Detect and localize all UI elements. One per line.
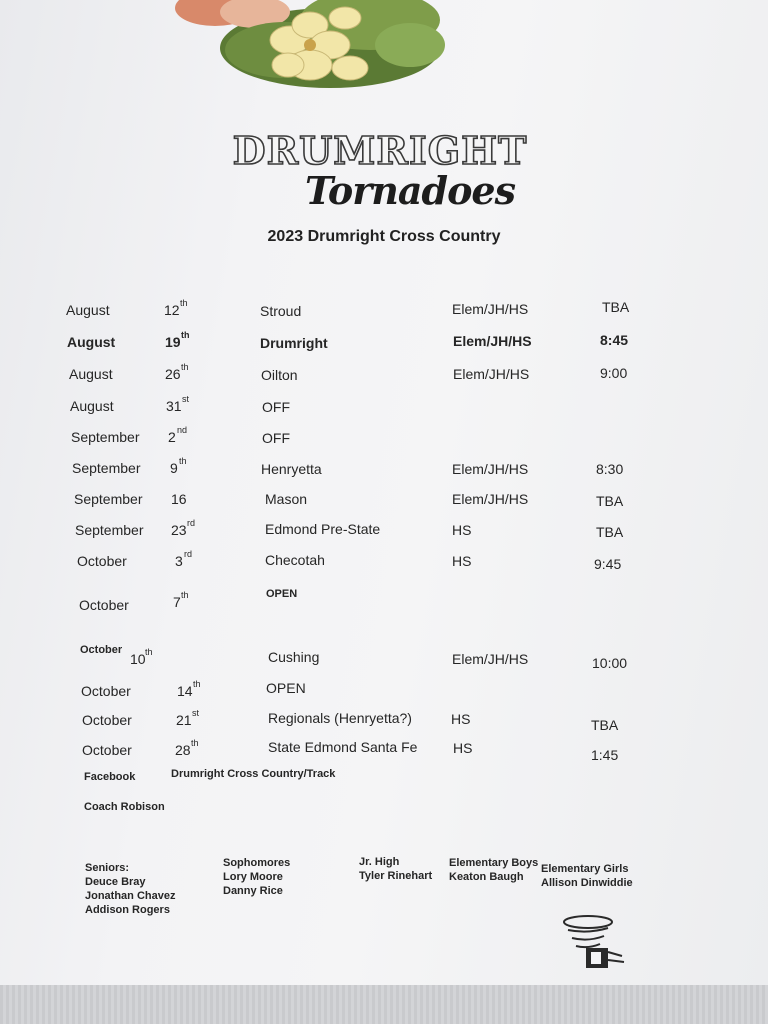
row-time: 9:00 — [600, 365, 628, 381]
row-day-suffix: rd — [187, 518, 196, 528]
row-time: 9:45 — [594, 556, 622, 572]
logo-script: Tornadoes — [304, 168, 516, 213]
fridge-surface — [0, 985, 768, 1024]
roster-elementary-girls — [541, 862, 633, 890]
roster-heading: Sophomores — [223, 857, 291, 869]
row-event: OFF — [262, 399, 290, 415]
row-month: August — [69, 366, 113, 382]
flower-magnet-icon — [170, 0, 460, 100]
roster-name: Tyler Rinehart — [359, 870, 433, 882]
row-event: Stroud — [260, 303, 302, 319]
row-day: 23 — [171, 522, 187, 538]
row-month: September — [74, 491, 143, 507]
row-month: October — [82, 742, 132, 758]
row-level: Elem/JH/HS — [452, 301, 529, 317]
row-time: TBA — [591, 717, 619, 733]
row-event: Cushing — [268, 649, 320, 665]
row-event: Drumright — [260, 335, 328, 351]
row-month: October — [82, 712, 132, 728]
roster-seniors — [85, 861, 175, 917]
row-month: September — [71, 429, 140, 445]
page-title: 2023 Drumright Cross Country — [267, 228, 501, 245]
row-level: HS — [452, 522, 472, 538]
row-day: 3 — [175, 553, 183, 569]
row-day: 31 — [166, 398, 182, 414]
roster-name: Keaton Baugh — [449, 871, 524, 883]
roster-heading: Jr. High — [359, 856, 400, 868]
row-time: 10:00 — [592, 655, 628, 671]
row-day: 2 — [168, 429, 176, 445]
row-level: Elem/JH/HS — [452, 651, 529, 667]
row-event: Mason — [265, 491, 308, 507]
team-logo — [220, 128, 540, 218]
row-day-suffix: th — [179, 456, 187, 466]
row-month: October — [79, 597, 129, 613]
row-month: October — [77, 553, 127, 569]
row-day-suffix: th — [191, 738, 199, 748]
coach-name: Coach Robison — [84, 801, 165, 813]
row-event: OFF — [262, 430, 290, 446]
row-month: August — [70, 398, 114, 414]
row-day-suffix: th — [181, 330, 190, 340]
row-level: Elem/JH/HS — [453, 333, 532, 349]
roster-sophomores — [223, 856, 290, 898]
row-day: 10 — [130, 651, 146, 667]
roster-elementary-boys — [449, 856, 538, 884]
row-day-suffix: rd — [184, 549, 193, 559]
row-event: Regionals (Henryetta?) — [268, 710, 412, 726]
row-event: Oilton — [261, 367, 298, 383]
row-day: 7 — [173, 594, 181, 610]
row-time: 1:45 — [591, 747, 619, 763]
row-level: HS — [453, 740, 473, 756]
row-time: TBA — [596, 493, 624, 509]
row-event: Henryetta — [261, 461, 322, 477]
row-day: 19 — [165, 334, 181, 350]
row-day-suffix: th — [181, 590, 189, 600]
row-day: 14 — [177, 683, 193, 699]
row-day-suffix: st — [182, 394, 190, 404]
row-day: 26 — [165, 366, 181, 382]
row-month: September — [75, 522, 144, 538]
row-event: OPEN — [266, 680, 306, 696]
row-event: OPEN — [266, 588, 298, 600]
roster-heading: Seniors: — [85, 862, 130, 874]
row-level: HS — [451, 711, 471, 727]
roster-name: Danny Rice — [223, 885, 283, 897]
roster-name: Deuce Bray — [85, 876, 146, 888]
row-day-suffix: th — [180, 298, 188, 308]
roster-name: Addison Rogers — [85, 904, 170, 916]
row-day-suffix: nd — [177, 425, 188, 435]
row-level: HS — [452, 553, 472, 569]
row-day: 28 — [175, 742, 191, 758]
row-level: Elem/JH/HS — [453, 366, 530, 382]
row-day-suffix: st — [192, 708, 200, 718]
roster-heading: Elementary Boys — [449, 857, 539, 869]
roster-jr-high — [359, 855, 432, 883]
row-event: Checotah — [265, 552, 325, 568]
facebook-label: Facebook — [84, 771, 136, 783]
row-month: September — [72, 460, 141, 476]
row-month: October — [80, 644, 123, 656]
row-day-suffix: th — [193, 679, 201, 689]
logo-wordmark: DRUMRIGHT — [232, 128, 528, 173]
row-level: Elem/JH/HS — [452, 461, 529, 477]
row-day: 12 — [164, 302, 180, 318]
roster-name: Lory Moore — [223, 871, 283, 883]
row-day-suffix: th — [181, 362, 189, 372]
row-level: Elem/JH/HS — [452, 491, 529, 507]
row-month: August — [67, 334, 116, 350]
tornado-logo-icon — [558, 912, 630, 972]
row-time: 8:30 — [596, 461, 624, 477]
row-month: October — [81, 683, 131, 699]
row-day: 9 — [170, 460, 178, 476]
row-event: State Edmond Santa Fe — [268, 739, 418, 755]
row-event: Edmond Pre-State — [265, 521, 381, 537]
row-time: 8:45 — [600, 332, 629, 348]
row-month: August — [66, 302, 110, 318]
row-time: TBA — [596, 524, 624, 540]
row-day: 21 — [176, 712, 192, 728]
row-time: TBA — [602, 299, 630, 315]
roster-name: Jonathan Chavez — [85, 890, 176, 902]
roster-heading: Elementary Girls — [541, 863, 629, 875]
facebook-page: Drumright Cross Country/Track — [171, 768, 336, 780]
row-day: 16 — [171, 491, 187, 507]
row-day-suffix: th — [145, 647, 153, 657]
roster-name: Allison Dinwiddie — [541, 877, 633, 889]
